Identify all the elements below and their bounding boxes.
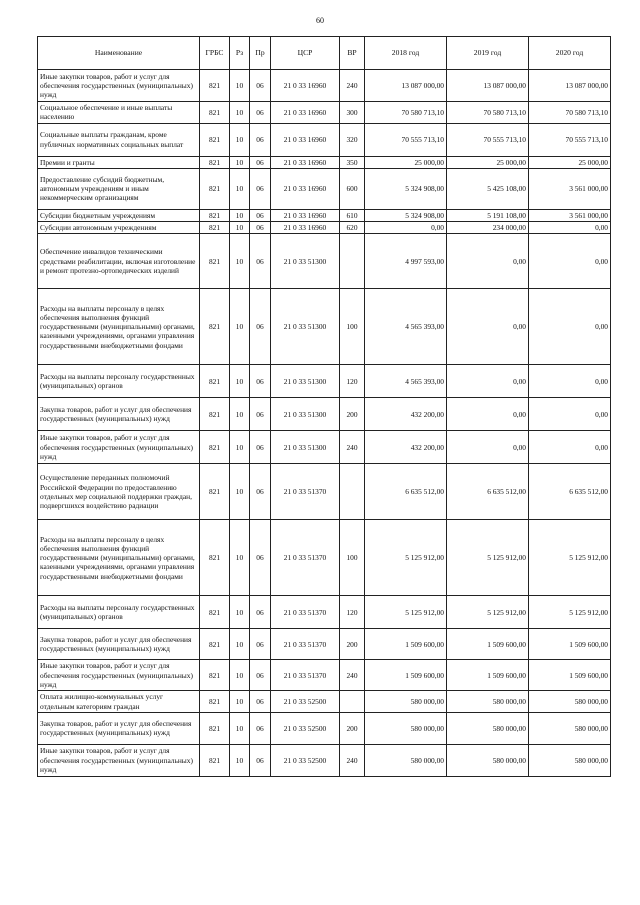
- row-2020-amount: 6 635 512,00: [529, 464, 611, 520]
- row-csr: 21 0 33 16960: [271, 156, 340, 168]
- row-rz: 10: [230, 431, 250, 464]
- row-csr: 21 0 33 51300: [271, 234, 340, 289]
- row-name: Оплата жилищно-коммунальных услуг отдельным категориям граждан: [38, 691, 200, 713]
- row-rz: 10: [230, 289, 250, 365]
- row-2020-amount: 0,00: [529, 289, 611, 365]
- row-pr: 06: [250, 431, 271, 464]
- row-csr: 21 0 33 51300: [271, 289, 340, 365]
- row-2018-amount: 1 509 600,00: [365, 660, 447, 691]
- row-rz: 10: [230, 365, 250, 398]
- row-csr: 21 0 33 16960: [271, 168, 340, 209]
- row-csr: 21 0 33 51370: [271, 520, 340, 596]
- row-2018-amount: 0,00: [365, 222, 447, 234]
- row-vr: 600: [340, 168, 365, 209]
- row-name: Обеспечение инвалидов техническими средствами реабилитации, включая изготовление и ремонт протезно-ортопедических изделий: [38, 234, 200, 289]
- row-2020-amount: 0,00: [529, 234, 611, 289]
- row-rz: 10: [230, 691, 250, 713]
- row-pr: 06: [250, 596, 271, 629]
- row-name: Иные закупки товаров, работ и услуг для обеспечения государственных (муниципальных) нужд: [38, 70, 200, 102]
- row-vr: [340, 464, 365, 520]
- column-header: 2019 год: [447, 37, 529, 70]
- row-vr: 200: [340, 398, 365, 431]
- row-grbs: 821: [200, 398, 230, 431]
- table-row: [38, 629, 611, 660]
- row-rz: 10: [230, 168, 250, 209]
- row-2019-amount: 1 509 600,00: [447, 629, 529, 660]
- row-grbs: 821: [200, 156, 230, 168]
- row-vr: 240: [340, 744, 365, 776]
- row-name: Расходы на выплаты персоналу в целях обеспечения выполнения функций государственными (муниципальными) органами, казенными учреждениями, органами управления государственными внебюджетными фондами: [38, 520, 200, 596]
- row-2018-amount: 432 200,00: [365, 398, 447, 431]
- row-csr: 21 0 33 51300: [271, 398, 340, 431]
- row-2019-amount: 234 000,00: [447, 222, 529, 234]
- table-row: [38, 712, 611, 744]
- row-pr: 06: [250, 712, 271, 744]
- row-csr: 21 0 33 51370: [271, 629, 340, 660]
- row-vr: 120: [340, 596, 365, 629]
- row-rz: 10: [230, 520, 250, 596]
- row-csr: 21 0 33 51370: [271, 660, 340, 691]
- row-rz: 10: [230, 629, 250, 660]
- row-name: Социальное обеспечение и иные выплаты населению: [38, 102, 200, 124]
- row-pr: 06: [250, 365, 271, 398]
- row-name: Осуществление переданных полномочий Российской Федерации по предоставлению отдельных мер социальной поддержки граждан, подвергшихся воздействию радиации: [38, 464, 200, 520]
- row-csr: 21 0 33 16960: [271, 102, 340, 124]
- row-vr: 320: [340, 123, 365, 156]
- row-vr: 350: [340, 156, 365, 168]
- table-row: [38, 691, 611, 713]
- row-name: Субсидии бюджетным учреждениям: [38, 209, 200, 221]
- row-csr: 21 0 33 16960: [271, 222, 340, 234]
- row-2018-amount: 6 635 512,00: [365, 464, 447, 520]
- row-grbs: 821: [200, 234, 230, 289]
- row-grbs: 821: [200, 691, 230, 713]
- row-pr: 06: [250, 660, 271, 691]
- row-2020-amount: 5 125 912,00: [529, 596, 611, 629]
- row-2018-amount: 5 324 908,00: [365, 168, 447, 209]
- row-pr: 06: [250, 629, 271, 660]
- table-row: [38, 596, 611, 629]
- row-2019-amount: 5 125 912,00: [447, 520, 529, 596]
- row-csr: 21 0 33 16960: [271, 209, 340, 221]
- row-grbs: 821: [200, 365, 230, 398]
- row-pr: 06: [250, 123, 271, 156]
- row-csr: 21 0 33 51370: [271, 464, 340, 520]
- row-2019-amount: 5 191 108,00: [447, 209, 529, 221]
- row-vr: 240: [340, 660, 365, 691]
- table-row: [38, 234, 611, 289]
- row-rz: 10: [230, 156, 250, 168]
- row-rz: 10: [230, 222, 250, 234]
- column-header: Пр: [250, 37, 271, 70]
- row-2019-amount: 0,00: [447, 234, 529, 289]
- row-csr: 21 0 33 51300: [271, 365, 340, 398]
- row-2018-amount: 4 565 393,00: [365, 365, 447, 398]
- row-vr: 100: [340, 520, 365, 596]
- row-grbs: 821: [200, 70, 230, 102]
- row-2018-amount: 4 997 593,00: [365, 234, 447, 289]
- row-pr: 06: [250, 156, 271, 168]
- row-2019-amount: 6 635 512,00: [447, 464, 529, 520]
- row-vr: [340, 691, 365, 713]
- row-2020-amount: 70 580 713,10: [529, 102, 611, 124]
- table-header-row: [38, 37, 611, 70]
- row-pr: 06: [250, 168, 271, 209]
- row-grbs: 821: [200, 464, 230, 520]
- row-name: Иные закупки товаров, работ и услуг для обеспечения государственных (муниципальных) нужд: [38, 744, 200, 776]
- table-row: [38, 520, 611, 596]
- row-2018-amount: 1 509 600,00: [365, 629, 447, 660]
- row-pr: 06: [250, 102, 271, 124]
- row-rz: 10: [230, 744, 250, 776]
- row-pr: 06: [250, 464, 271, 520]
- row-pr: 06: [250, 222, 271, 234]
- row-2020-amount: 0,00: [529, 222, 611, 234]
- row-csr: 21 0 33 52500: [271, 712, 340, 744]
- row-name: Расходы на выплаты персоналу государственных (муниципальных) органов: [38, 365, 200, 398]
- table-row: [38, 365, 611, 398]
- table-row: [38, 464, 611, 520]
- row-2019-amount: 0,00: [447, 431, 529, 464]
- row-pr: 06: [250, 209, 271, 221]
- row-csr: 21 0 33 51370: [271, 596, 340, 629]
- row-vr: 200: [340, 629, 365, 660]
- row-pr: 06: [250, 520, 271, 596]
- row-csr: 21 0 33 16960: [271, 70, 340, 102]
- row-rz: 10: [230, 70, 250, 102]
- row-pr: 06: [250, 234, 271, 289]
- row-name: Предоставление субсидий бюджетным, автономным учреждениям и иным некоммерческим организациям: [38, 168, 200, 209]
- row-2018-amount: 5 125 912,00: [365, 520, 447, 596]
- row-vr: 200: [340, 712, 365, 744]
- row-vr: 240: [340, 431, 365, 464]
- row-2018-amount: 580 000,00: [365, 691, 447, 713]
- row-rz: 10: [230, 596, 250, 629]
- row-grbs: 821: [200, 289, 230, 365]
- row-rz: 10: [230, 398, 250, 431]
- row-2019-amount: 580 000,00: [447, 712, 529, 744]
- row-2018-amount: 580 000,00: [365, 712, 447, 744]
- row-2019-amount: 13 087 000,00: [447, 70, 529, 102]
- table-row: [38, 398, 611, 431]
- row-2020-amount: 580 000,00: [529, 691, 611, 713]
- row-vr: 300: [340, 102, 365, 124]
- table-row: [38, 70, 611, 102]
- row-rz: 10: [230, 712, 250, 744]
- row-2019-amount: 0,00: [447, 398, 529, 431]
- table-row: [38, 102, 611, 124]
- row-2020-amount: 0,00: [529, 431, 611, 464]
- row-2020-amount: 580 000,00: [529, 712, 611, 744]
- column-header: ЦСР: [271, 37, 340, 70]
- table-row: [38, 660, 611, 691]
- row-2018-amount: 580 000,00: [365, 744, 447, 776]
- table-row: [38, 289, 611, 365]
- row-2018-amount: 25 000,00: [365, 156, 447, 168]
- row-grbs: 821: [200, 744, 230, 776]
- column-header: ВР: [340, 37, 365, 70]
- row-name: Иные закупки товаров, работ и услуг для обеспечения государственных (муниципальных) нужд: [38, 660, 200, 691]
- row-2020-amount: 3 561 000,00: [529, 209, 611, 221]
- row-2018-amount: 70 555 713,10: [365, 123, 447, 156]
- budget-table: [37, 36, 611, 777]
- row-2019-amount: 70 555 713,10: [447, 123, 529, 156]
- row-rz: 10: [230, 102, 250, 124]
- row-vr: [340, 234, 365, 289]
- row-csr: 21 0 33 52500: [271, 691, 340, 713]
- column-header: ГРБС: [200, 37, 230, 70]
- row-2020-amount: 13 087 000,00: [529, 70, 611, 102]
- row-pr: 06: [250, 691, 271, 713]
- row-2019-amount: 0,00: [447, 365, 529, 398]
- row-2020-amount: 580 000,00: [529, 744, 611, 776]
- row-pr: 06: [250, 289, 271, 365]
- row-pr: 06: [250, 70, 271, 102]
- page-number: 60: [316, 16, 324, 25]
- row-rz: 10: [230, 209, 250, 221]
- table-body: [38, 70, 611, 777]
- table-row: [38, 156, 611, 168]
- row-2020-amount: 0,00: [529, 365, 611, 398]
- row-2020-amount: 0,00: [529, 398, 611, 431]
- row-vr: 120: [340, 365, 365, 398]
- row-grbs: 821: [200, 660, 230, 691]
- row-rz: 10: [230, 123, 250, 156]
- row-2018-amount: 13 087 000,00: [365, 70, 447, 102]
- table-row: [38, 431, 611, 464]
- column-header: Наименование: [38, 37, 200, 70]
- row-grbs: 821: [200, 629, 230, 660]
- row-grbs: 821: [200, 431, 230, 464]
- table-row: [38, 168, 611, 209]
- row-2020-amount: 3 561 000,00: [529, 168, 611, 209]
- table-row: [38, 123, 611, 156]
- row-2020-amount: 25 000,00: [529, 156, 611, 168]
- table-row: [38, 744, 611, 776]
- row-2020-amount: 70 555 713,10: [529, 123, 611, 156]
- row-vr: 610: [340, 209, 365, 221]
- row-vr: 100: [340, 289, 365, 365]
- row-2020-amount: 5 125 912,00: [529, 520, 611, 596]
- row-2019-amount: 5 425 108,00: [447, 168, 529, 209]
- row-2020-amount: 1 509 600,00: [529, 629, 611, 660]
- row-name: Закупка товаров, работ и услуг для обеспечения государственных (муниципальных) нужд: [38, 398, 200, 431]
- table-row: [38, 209, 611, 221]
- row-2019-amount: 580 000,00: [447, 691, 529, 713]
- row-2018-amount: 432 200,00: [365, 431, 447, 464]
- row-vr: 620: [340, 222, 365, 234]
- row-csr: 21 0 33 51300: [271, 431, 340, 464]
- column-header: 2018 год: [365, 37, 447, 70]
- row-2019-amount: 580 000,00: [447, 744, 529, 776]
- row-grbs: 821: [200, 102, 230, 124]
- column-header: Рз: [230, 37, 250, 70]
- row-2019-amount: 25 000,00: [447, 156, 529, 168]
- row-rz: 10: [230, 234, 250, 289]
- row-csr: 21 0 33 16960: [271, 123, 340, 156]
- row-2019-amount: 70 580 713,10: [447, 102, 529, 124]
- row-grbs: 821: [200, 123, 230, 156]
- row-rz: 10: [230, 660, 250, 691]
- row-2020-amount: 1 509 600,00: [529, 660, 611, 691]
- row-vr: 240: [340, 70, 365, 102]
- table-row: [38, 222, 611, 234]
- row-name: Расходы на выплаты персоналу в целях обеспечения выполнения функций государственными (муниципальными) органами, казенными учреждениями, органами управления государственными внебюджетными фондами: [38, 289, 200, 365]
- row-2018-amount: 5 125 912,00: [365, 596, 447, 629]
- row-2019-amount: 5 125 912,00: [447, 596, 529, 629]
- row-2018-amount: 4 565 393,00: [365, 289, 447, 365]
- row-name: Расходы на выплаты персоналу государственных (муниципальных) органов: [38, 596, 200, 629]
- row-2018-amount: 5 324 908,00: [365, 209, 447, 221]
- row-2019-amount: 0,00: [447, 289, 529, 365]
- row-rz: 10: [230, 464, 250, 520]
- row-csr: 21 0 33 52500: [271, 744, 340, 776]
- row-name: Закупка товаров, работ и услуг для обеспечения государственных (муниципальных) нужд: [38, 712, 200, 744]
- row-name: Социальные выплаты гражданам, кроме публичных нормативных социальных выплат: [38, 123, 200, 156]
- row-pr: 06: [250, 744, 271, 776]
- row-grbs: 821: [200, 712, 230, 744]
- row-2019-amount: 1 509 600,00: [447, 660, 529, 691]
- row-grbs: 821: [200, 520, 230, 596]
- row-name: Субсидии автономным учреждениям: [38, 222, 200, 234]
- row-pr: 06: [250, 398, 271, 431]
- row-grbs: 821: [200, 209, 230, 221]
- row-grbs: 821: [200, 222, 230, 234]
- row-name: Премии и гранты: [38, 156, 200, 168]
- row-name: Иные закупки товаров, работ и услуг для обеспечения государственных (муниципальных) нужд: [38, 431, 200, 464]
- row-grbs: 821: [200, 596, 230, 629]
- row-grbs: 821: [200, 168, 230, 209]
- column-header: 2020 год: [529, 37, 611, 70]
- row-2018-amount: 70 580 713,10: [365, 102, 447, 124]
- row-name: Закупка товаров, работ и услуг для обеспечения государственных (муниципальных) нужд: [38, 629, 200, 660]
